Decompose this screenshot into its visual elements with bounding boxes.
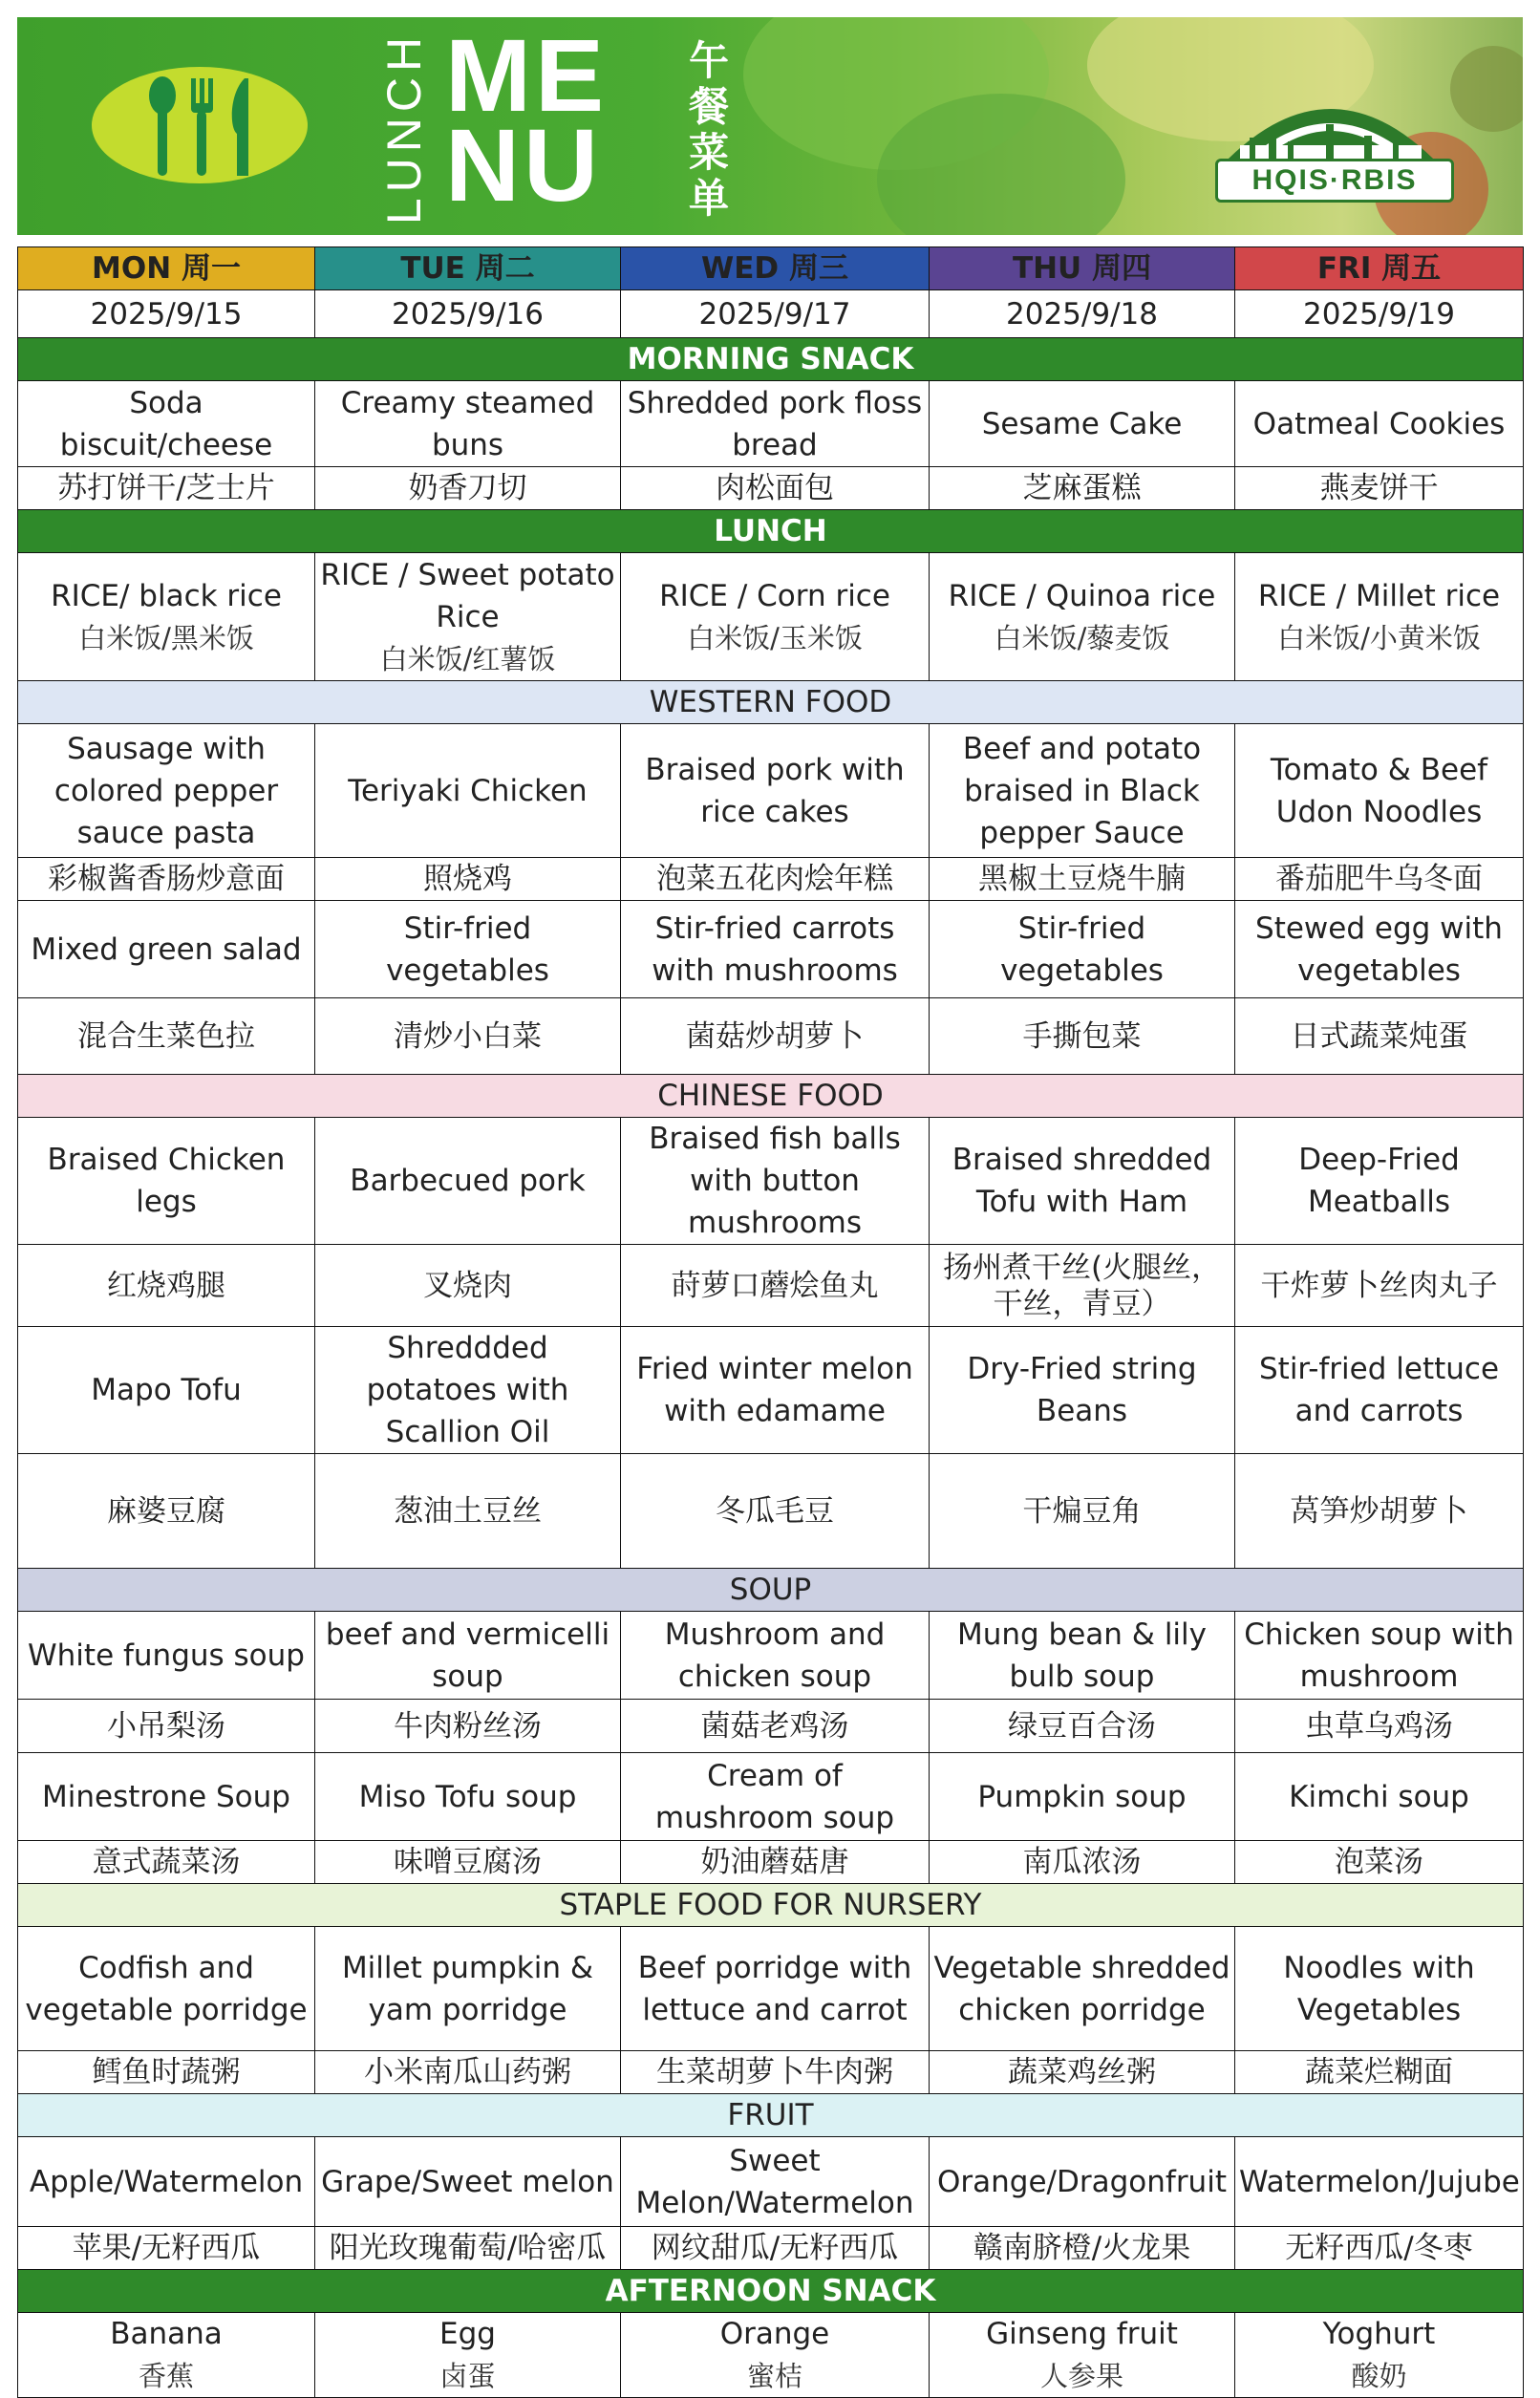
dish-name: Stir-fried vegetables [315,901,621,998]
chinese-title-char: 单 [688,175,729,222]
dish-name-zh: 白米饭/玉米饭 [687,621,863,654]
day-header-thu: THU 周四 [930,247,1235,290]
dish-name: Sausage with colored pepper sauce pasta [18,724,315,858]
section-chinese-food: CHINESE FOOD [18,1075,1524,1118]
dish-cell [930,2313,1235,2398]
nursery-zh-row [18,2051,1524,2094]
dish-name-zh: 虫草乌鸡汤 [1235,1700,1524,1753]
dish-name: Vegetable shredded chicken porridge [930,1927,1235,2051]
dish-name: Watermelon/Jujube [1235,2137,1524,2227]
dish-name: Grape/Sweet melon [315,2137,621,2227]
dish-name: Egg [439,2317,496,2351]
dish-name-zh: 葱油土豆丝 [315,1454,621,1569]
dish-name: Apple/Watermelon [18,2137,315,2227]
section-soup: SOUP [18,1569,1524,1612]
dish-cell [315,2313,621,2398]
dish-cell [1235,553,1524,681]
dish-name: Sesame Cake [930,381,1235,467]
dish-name-zh: 肉松面包 [621,467,930,510]
dish-name-zh: 牛肉粉丝汤 [315,1700,621,1753]
section-nursery: STAPLE FOOD FOR NURSERY [18,1884,1524,1927]
date-cell: 2025/9/16 [315,290,621,338]
lunch-vertical-title [371,32,438,224]
dish-name-zh: 无籽西瓜/冬枣 [1235,2227,1524,2270]
chinese-title [680,38,738,222]
dish-name-zh: 味噌豆腐汤 [315,1841,621,1884]
soup-row-2 [18,1753,1524,1841]
dish-name-zh: 芝麻蛋糕 [930,467,1235,510]
chinese-side-row [18,1327,1524,1454]
day-header-fri: FRI 周五 [1235,247,1524,290]
dish-name-zh: 黑椒土豆烧牛腩 [930,858,1235,901]
dish-cell [18,553,315,681]
menu-header-banner [17,17,1523,235]
section-fruit: FRUIT [18,2094,1524,2137]
dish-name-zh: 叉烧肉 [315,1245,621,1327]
day-header-row [18,247,1524,290]
dish-name: Dry-Fried string Beans [930,1327,1235,1454]
dish-name-zh: 鳕鱼时蔬粥 [18,2051,315,2094]
dish-name: Codfish and vegetable porridge [18,1927,315,2051]
dish-name-zh: 照烧鸡 [315,858,621,901]
soup-row-2-zh [18,1841,1524,1884]
chinese-main-zh-row [18,1245,1524,1327]
chinese-title-char: 菜 [688,129,729,176]
day-header-mon: MON 周一 [18,247,315,290]
chinese-main-row [18,1118,1524,1245]
date-row [18,290,1524,338]
dish-name-zh: 香蕉 [138,2360,194,2392]
dish-name: Kimchi soup [1235,1753,1524,1841]
dish-name: Mixed green salad [18,901,315,998]
fruit-row [18,2137,1524,2227]
dish-name: Oatmeal Cookies [1235,381,1524,467]
dish-name: Ginseng fruit [986,2317,1178,2351]
dish-name: Cream of mushroom soup [621,1753,930,1841]
dish-name-zh: 网纹甜瓜/无籽西瓜 [621,2227,930,2270]
dish-name: Stir-fried lettuce and carrots [1235,1327,1524,1454]
dish-name: Millet pumpkin & yam porridge [315,1927,621,2051]
dish-name-zh: 白米饭/藜麦饭 [994,621,1170,654]
dish-name-zh: 红烧鸡腿 [18,1245,315,1327]
dish-name-zh: 苏打饼干/芝士片 [18,467,315,510]
dish-name-zh: 扬州煮干丝(火腿丝，干丝，青豆） [930,1245,1235,1327]
dish-name-zh: 燕麦饼干 [1235,467,1524,510]
dish-name: RICE / Sweet potato Rice [320,557,615,634]
dish-name-zh: 小米南瓜山药粥 [315,2051,621,2094]
dish-name: Shredded pork floss bread [621,381,930,467]
dish-name-zh: 生菜胡萝卜牛肉粥 [621,2051,930,2094]
dish-name: RICE / Corn rice [659,578,890,613]
dish-name: Teriyaki Chicken [315,724,621,858]
dish-name-zh: 白米饭/小黄米饭 [1277,621,1481,654]
dish-name: Sweet Melon/Watermelon [621,2137,930,2227]
section-lunch: LUNCH [18,510,1524,553]
dish-name-zh: 莳萝口蘑烩鱼丸 [621,1245,930,1327]
dish-name-zh: 冬瓜毛豆 [621,1454,930,1569]
dish-name: Braised pork with rice cakes [621,724,930,858]
dish-name-zh: 麻婆豆腐 [18,1454,315,1569]
morning-snack-zh-row [18,467,1524,510]
vegetable-decoration [1450,46,1523,132]
dish-name-zh: 阳光玫瑰葡萄/哈密瓜 [315,2227,621,2270]
dish-name: Braised fish balls with button mushrooms [621,1118,930,1245]
dish-cell [18,2313,315,2398]
dish-name: Tomato & Beef Udon Noodles [1235,724,1524,858]
dish-name: RICE / Millet rice [1257,578,1501,613]
school-logo-text: HQIS·RBIS [1215,159,1454,203]
dish-name: Beef porridge with lettuce and carrot [621,1927,930,2051]
section-afternoon-snack: AFTERNOON SNACK [18,2270,1524,2313]
dish-name: Braised shredded Tofu with Ham [930,1118,1235,1245]
western-main-row [18,724,1524,858]
dish-name-zh: 清炒小白菜 [315,998,621,1075]
dish-name: Shreddded potatoes with Scallion Oil [315,1327,621,1454]
dish-name-zh: 奶香刀切 [315,467,621,510]
dish-name: Mapo Tofu [18,1327,315,1454]
dish-name-zh: 干炸萝卜丝肉丸子 [1235,1245,1524,1327]
dish-name: RICE/ black rice [51,578,282,613]
dish-cell [1235,2313,1524,2398]
dish-name-zh: 泡菜五花肉烩年糕 [621,858,930,901]
soup-row-1-zh [18,1700,1524,1753]
dish-name-zh: 蔬菜烂糊面 [1235,2051,1524,2094]
menu-title-line-1: ME [445,17,608,133]
dish-name-zh: 蔬菜鸡丝粥 [930,2051,1235,2094]
dish-name: Creamy steamed buns [315,381,621,467]
dish-name: Braised Chicken legs [18,1118,315,1245]
date-cell: 2025/9/17 [621,290,930,338]
dish-name-zh: 菌菇老鸡汤 [621,1700,930,1753]
dish-name-zh: 菌菇炒胡萝卜 [621,998,930,1075]
dish-name-zh: 南瓜浓汤 [930,1841,1235,1884]
morning-snack-row [18,381,1524,467]
day-header-tue: TUE 周二 [315,247,621,290]
dish-name: beef and vermicelli soup [315,1612,621,1700]
dish-name-zh: 人参果 [1039,2360,1123,2392]
dish-name-zh: 小吊梨汤 [18,1700,315,1753]
day-header-wed: WED 周三 [621,247,930,290]
date-cell: 2025/9/19 [1235,290,1524,338]
date-cell: 2025/9/18 [930,290,1235,338]
dish-name-zh: 手撕包菜 [930,998,1235,1075]
lunch-rice-row [18,553,1524,681]
dish-name: Soda biscuit/cheese [18,381,315,467]
dish-name-zh: 绿豆百合汤 [930,1700,1235,1753]
dish-name: Yoghurt [1322,2317,1436,2351]
fruit-zh-row [18,2227,1524,2270]
soup-row-1 [18,1612,1524,1700]
dish-name-zh: 莴笋炒胡萝卜 [1235,1454,1524,1569]
dish-name-zh: 酸奶 [1351,2360,1407,2392]
dish-name: Stir-fried carrots with mushrooms [621,901,930,998]
dish-name: Stewed egg with vegetables [1235,901,1524,998]
western-side-row [18,901,1524,998]
dish-name: Beef and potato braised in Black pepper Sauce [930,724,1235,858]
dish-name-zh: 苹果/无籽西瓜 [18,2227,315,2270]
dish-name-zh: 番茄肥牛乌冬面 [1235,858,1524,901]
dish-cell [315,553,621,681]
section-morning-snack: MORNING SNACK [18,338,1524,381]
nursery-row [18,1927,1524,2051]
menu-title [445,17,674,223]
dish-cell [621,553,930,681]
dish-name-zh: 彩椒酱香肠炒意面 [18,858,315,901]
dish-name: Banana [110,2317,223,2351]
dish-name: Fried winter melon with edamame [621,1327,930,1454]
dish-name: RICE / Quinoa rice [948,578,1216,613]
dish-name-zh: 卤蛋 [439,2360,496,2392]
dish-name: Orange [719,2317,830,2351]
dish-name: Mushroom and chicken soup [621,1612,930,1700]
dish-name: Orange/Dragonfruit [930,2137,1235,2227]
dish-name-zh: 日式蔬菜炖蛋 [1235,998,1524,1075]
dish-name: Stir-fried vegetables [930,901,1235,998]
chinese-title-char: 午 [688,37,729,84]
dish-name-zh: 蜜桔 [746,2360,802,2392]
afternoon-snack-row [18,2313,1524,2398]
weekly-menu-table [17,246,1524,2398]
dish-name-zh: 干煸豆角 [930,1454,1235,1569]
dish-cell [930,553,1235,681]
dish-name: White fungus soup [18,1612,315,1700]
section-western-food: WESTERN FOOD [18,681,1524,724]
dish-name: Mung bean & lily bulb soup [930,1612,1235,1700]
dish-name: Deep-Fried Meatballs [1235,1118,1524,1245]
dish-name-zh: 白米饭/红薯饭 [379,642,556,675]
dish-name: Noodles with Vegetables [1235,1927,1524,2051]
dish-name-zh: 泡菜汤 [1235,1841,1524,1884]
dish-name-zh: 赣南脐橙/火龙果 [930,2227,1235,2270]
menu-title-line-2: NU [445,107,602,223]
dish-name: Chicken soup with mushroom [1235,1612,1524,1700]
dish-name: Minestrone Soup [18,1753,315,1841]
dish-name-zh: 意式蔬菜汤 [18,1841,315,1884]
dish-name: Pumpkin soup [930,1753,1235,1841]
dish-name: Barbecued pork [315,1118,621,1245]
fork-spoon-knife-icon [138,75,271,180]
dish-name-zh: 混合生菜色拉 [18,998,315,1075]
chinese-side-zh-row [18,1454,1524,1569]
dish-cell [621,2313,930,2398]
dish-name: Miso Tofu soup [315,1753,621,1841]
date-cell: 2025/9/15 [18,290,315,338]
western-side-zh-row [18,998,1524,1075]
western-main-zh-row [18,858,1524,901]
dish-name-zh: 白米饭/黑米饭 [78,621,254,654]
dish-name-zh: 奶油蘑菇唐 [621,1841,930,1884]
chinese-title-char: 餐 [688,83,729,130]
lunch-word: LUNCH [377,31,431,225]
